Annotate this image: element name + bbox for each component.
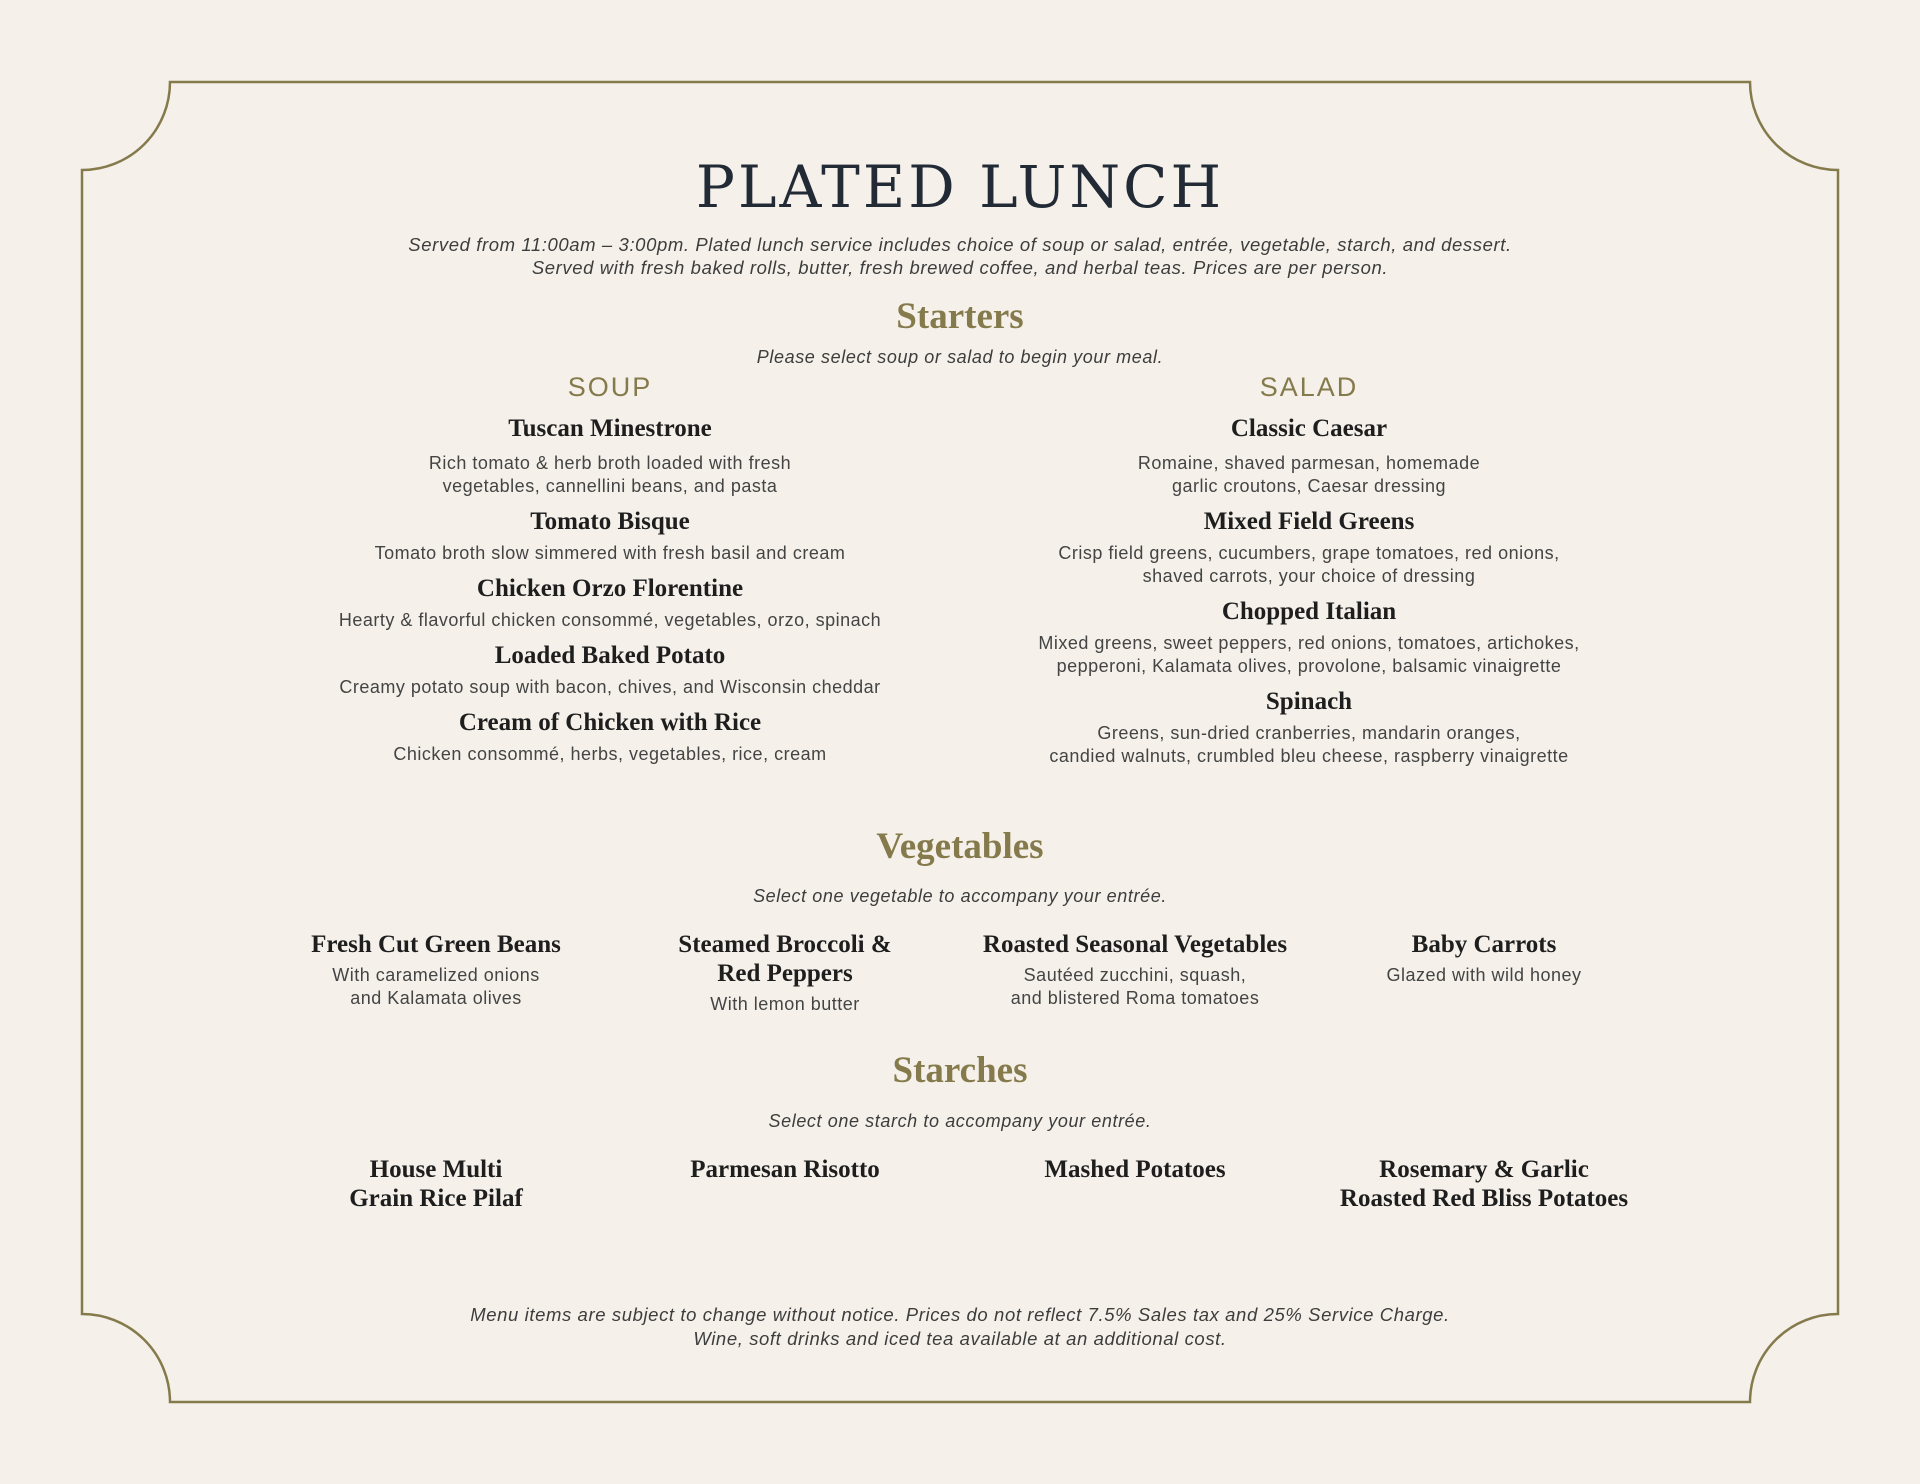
desc-line: Chicken consommé, herbs, vegetables, rice, cream [393, 744, 827, 764]
footer-line: Menu items are subject to change without notice. Prices do not reflect 7.5% Sales tax and 25% Service Charge. [470, 1304, 1450, 1325]
list-item [1304, 1155, 1664, 1213]
intro-line: Served from 11:00am – 3:00pm. Plated lunch service includes choice of soup or salad, entrée, vegetable, starch, and dessert. [408, 234, 1512, 255]
desc-line: Crisp field greens, cucumbers, grape tomatoes, red onions, [1058, 543, 1560, 563]
vegetables-heading: Vegetables [876, 826, 1044, 867]
item-desc [260, 542, 960, 565]
salad-label: SALAD [1259, 372, 1359, 402]
vegetables-note: Select one vegetable to accompany your entrée. [753, 886, 1167, 906]
intro-line: Served with fresh baked rolls, butter, fresh brewed coffee, and herbal teas. Prices are per person. [531, 257, 1389, 278]
list-item [959, 687, 1659, 768]
item-name: Mixed Field Greens [1203, 508, 1415, 535]
starches-note: Select one starch to accompany your entrée. [768, 1111, 1152, 1131]
desc-line: Tomato broth slow simmered with fresh basil and cream [374, 543, 846, 563]
item-name: Parmesan Risotto [690, 1156, 880, 1183]
item-name: Rosemary & Garlic [1379, 1156, 1589, 1183]
list-item [955, 930, 1315, 1010]
page-title: PLATED LUNCH [695, 153, 1225, 221]
intro-text [0, 233, 1920, 279]
item-name: Classic Caesar [1230, 415, 1388, 442]
desc-line: With caramelized onions [332, 965, 540, 985]
list-item [260, 641, 960, 699]
item-name: House Multi [369, 1156, 503, 1183]
desc-line: garlic croutons, Caesar dressing [1171, 476, 1447, 496]
item-desc [955, 964, 1315, 1010]
soup-list [260, 414, 960, 766]
desc-line: Sautéed zucchini, squash, [1023, 965, 1247, 985]
soup-label: SOUP [567, 372, 653, 402]
list-item [605, 930, 965, 1016]
list-item [959, 414, 1659, 498]
salad-list [959, 414, 1659, 768]
list-item [959, 597, 1659, 678]
item-desc [959, 452, 1659, 498]
desc-line: shaved carrots, your choice of dressing [1142, 566, 1476, 586]
item-name: Loaded Baked Potato [494, 642, 726, 669]
item-desc [260, 676, 960, 699]
starters-heading: Starters [896, 296, 1024, 337]
item-desc [260, 452, 960, 498]
list-item [256, 930, 616, 1010]
item-desc [605, 993, 965, 1016]
desc-line: and Kalamata olives [350, 988, 522, 1008]
desc-line: Mixed greens, sweet peppers, red onions, tomatoes, artichokes, [1038, 633, 1580, 653]
item-desc [1304, 964, 1664, 987]
item-name: Tuscan Minestrone [508, 415, 712, 442]
item-desc [260, 743, 960, 766]
desc-line: Greens, sun-dried cranberries, mandarin oranges, [1097, 723, 1521, 743]
item-desc [959, 632, 1659, 678]
list-item [260, 708, 960, 766]
list-item [605, 1155, 965, 1184]
item-name: Fresh Cut Green Beans [311, 931, 561, 958]
desc-line: Hearty & flavorful chicken consommé, vegetables, orzo, spinach [338, 610, 882, 630]
item-name: Roasted Red Bliss Potatoes [1339, 1185, 1629, 1212]
item-desc [959, 542, 1659, 588]
item-name: Chopped Italian [1221, 598, 1397, 625]
item-name: Tomato Bisque [530, 508, 690, 535]
starches-heading: Starches [892, 1050, 1028, 1091]
item-desc [260, 609, 960, 632]
item-name: Red Peppers [717, 960, 853, 987]
item-name: Chicken Orzo Florentine [476, 575, 744, 602]
desc-line: candied walnuts, crumbled bleu cheese, raspberry vinaigrette [1049, 746, 1569, 766]
list-item [260, 414, 960, 498]
item-name: Baby Carrots [1411, 931, 1557, 958]
list-item [955, 1155, 1315, 1184]
desc-line: Creamy potato soup with bacon, chives, and Wisconsin cheddar [339, 677, 881, 697]
list-item [260, 574, 960, 632]
list-item [1304, 930, 1664, 987]
item-name: Cream of Chicken with Rice [458, 709, 762, 736]
list-item [260, 507, 960, 565]
desc-line: With lemon butter [710, 994, 860, 1014]
desc-line: pepperoni, Kalamata olives, provolone, balsamic vinaigrette [1056, 656, 1562, 676]
item-name: Grain Rice Pilaf [349, 1185, 523, 1212]
desc-line: Romaine, shaved parmesan, homemade [1137, 453, 1481, 473]
item-name: Mashed Potatoes [1044, 1156, 1226, 1183]
desc-line: and blistered Roma tomatoes [1010, 988, 1260, 1008]
list-item [959, 507, 1659, 588]
item-name: Roasted Seasonal Vegetables [982, 931, 1288, 958]
item-desc [959, 722, 1659, 768]
starters-note: Please select soup or salad to begin your meal. [756, 347, 1164, 367]
list-item [256, 1155, 616, 1213]
footer-note [0, 1303, 1920, 1351]
desc-line: vegetables, cannellini beans, and pasta [442, 476, 778, 496]
item-name: Spinach [1265, 688, 1353, 715]
desc-line: Glazed with wild honey [1386, 965, 1582, 985]
footer-line: Wine, soft drinks and iced tea available at an additional cost. [693, 1328, 1227, 1349]
item-name: Steamed Broccoli & [678, 931, 892, 958]
item-desc [256, 964, 616, 1010]
desc-line: Rich tomato & herb broth loaded with fresh [428, 453, 792, 473]
